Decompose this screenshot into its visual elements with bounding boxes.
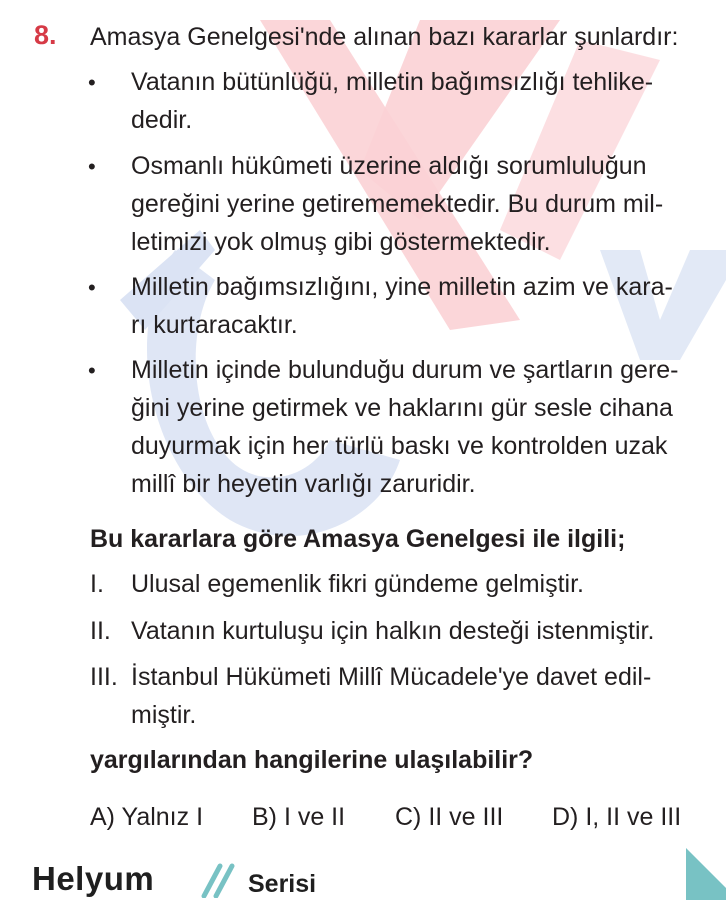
option-c[interactable]: C) II ve III: [395, 803, 504, 831]
question-intro: Amasya Genelgesi'nde alınan bazı kararlar şunlardır:: [90, 23, 679, 51]
question-number: 8.: [34, 20, 57, 50]
statement-2-numeral: II.: [90, 617, 111, 645]
bullet-marker: •: [88, 275, 96, 300]
bullet-4-line-2: ğini yerine getirmek ve haklarını gür sesle cihana: [131, 394, 673, 422]
statement-2-text: Vatanın kurtuluşu için halkın desteği istenmiştir.: [131, 617, 655, 645]
bullet-4-line-1: Milletin içinde bulunduğu durum ve şartların gere-: [131, 356, 679, 384]
bullet-1-line-1: Vatanın bütünlüğü, milletin bağımsızlığı tehlike-: [131, 68, 654, 96]
bullet-3-line-2: rı kurtaracaktır.: [131, 311, 298, 339]
corner-triangle-decoration: [686, 848, 726, 900]
question-stem: Bu kararlara göre Amasya Genelgesi ile ilgili;: [90, 525, 626, 553]
double-slash-icon: [190, 862, 240, 898]
option-d[interactable]: D) I, II ve III: [552, 803, 682, 831]
statement-1-numeral: I.: [90, 570, 104, 598]
bullet-marker: •: [88, 358, 96, 383]
option-a[interactable]: A) Yalnız I: [90, 803, 204, 831]
statement-3-line-2: miştir.: [131, 701, 197, 729]
bullet-4-line-4: millî bir heyetin varlığı zaruridir.: [131, 470, 476, 498]
bullet-2-line-2: gereğini yerine getirememektedir. Bu durum mil-: [131, 190, 664, 218]
statement-1-text: Ulusal egemenlik fikri gündeme gelmiştir.: [131, 570, 584, 598]
question-ask: yargılarından hangilerine ulaşılabilir?: [90, 746, 534, 774]
bullet-4-line-3: duyurmak için her türlü baskı ve kontrolden uzak: [131, 432, 668, 460]
bullet-marker: •: [88, 70, 96, 95]
bullet-1-line-2: dedir.: [131, 106, 193, 134]
statement-3-numeral: III.: [90, 663, 118, 691]
bullet-marker: •: [88, 154, 96, 179]
bullet-2-line-1: Osmanlı hükûmeti üzerine aldığı sorumluluğun: [131, 152, 647, 180]
bullet-2-line-3: letimizi yok olmuş gibi göstermektedir.: [131, 228, 551, 256]
series-label: Serisi: [248, 870, 317, 898]
bullet-3-line-1: Milletin bağımsızlığını, yine milletin azim ve kara-: [131, 273, 673, 301]
statement-3-line-1: İstanbul Hükümeti Millî Mücadele'ye davet edil-: [131, 663, 652, 691]
option-b[interactable]: B) I ve II: [252, 803, 346, 831]
series-brand: Helyum: [32, 860, 155, 897]
